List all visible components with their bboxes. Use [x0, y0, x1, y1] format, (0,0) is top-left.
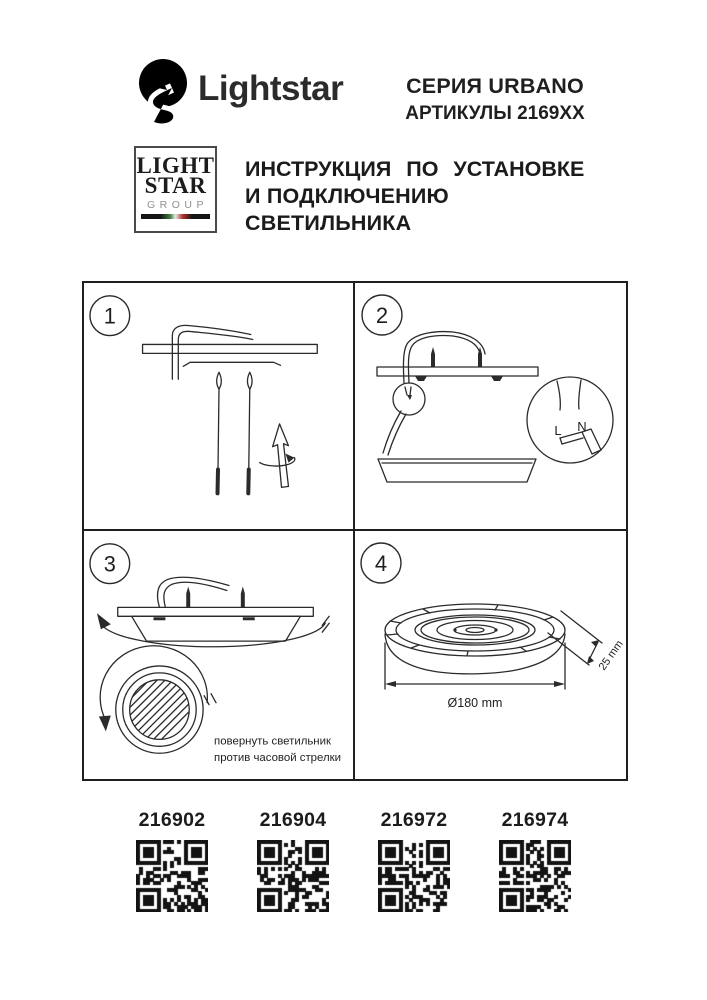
- rotate-note-line-1: повернуть светильник: [214, 735, 331, 748]
- step-panel-1: [84, 283, 355, 531]
- dimension-diameter-label: Ø180 mm: [447, 696, 503, 710]
- product-item: [497, 809, 573, 912]
- terminal-n-label: N: [577, 419, 587, 434]
- terminal-l-label: L: [554, 423, 562, 438]
- svg-text:3: 3: [103, 551, 116, 577]
- lamp-body-drawing: [378, 459, 536, 482]
- lamp-side-drawing: [118, 577, 314, 641]
- title-line-2: И ПОДКЛЮЧЕНИЮ СВЕТИЛЬНИКА: [245, 184, 449, 235]
- diameter-dimension: [385, 643, 565, 710]
- brand-wordmark: Lightstar: [198, 69, 344, 108]
- qr-code: [257, 840, 329, 912]
- group-logo-star: STAR: [144, 173, 207, 198]
- svg-text:2: 2: [375, 303, 389, 328]
- rotate-note-line-2: против часовой стрелки: [214, 752, 342, 765]
- lightstar-group-logo: [134, 146, 217, 233]
- product-item: [376, 809, 452, 912]
- ceiling-drawing: [377, 367, 538, 381]
- dimension-height-label: 25 mm: [596, 638, 626, 673]
- lamp-perspective-drawing: [385, 604, 565, 674]
- screwdriver-icon: [560, 429, 601, 454]
- products-row: [0, 809, 707, 912]
- ceiling-drawing: [143, 344, 318, 366]
- terminal-magnifier: [527, 377, 613, 463]
- step-4-illustration: [355, 531, 626, 779]
- article-number: 216904: [259, 809, 327, 831]
- article-number: 216974: [501, 809, 569, 831]
- wire-drawing: [172, 325, 252, 379]
- product-item: [255, 809, 331, 912]
- qr-code: [378, 840, 450, 912]
- series-label: СЕРИЯ URBANO: [406, 74, 584, 98]
- screw-in-arrow: [260, 424, 295, 488]
- step-1-illustration: [84, 283, 353, 529]
- step-3-illustration: [84, 531, 353, 779]
- mounting-studs: [217, 372, 252, 493]
- article-number: 216902: [138, 809, 206, 831]
- group-logo-group: GROUP: [146, 199, 208, 211]
- article-number: 216972: [380, 809, 448, 831]
- mounting-studs: [431, 347, 482, 367]
- step-panel-2: [355, 283, 626, 531]
- step-number-badge: [361, 543, 401, 583]
- step-number-badge: [362, 295, 402, 335]
- qr-code: [499, 840, 571, 912]
- group-logo-light: LIGHT: [136, 153, 215, 178]
- articles-label: АРТИКУЛЫ 2169XX: [405, 103, 585, 124]
- step-panel-3: [84, 531, 355, 779]
- svg-text:1: 1: [103, 303, 116, 329]
- step-number-badge: [90, 296, 130, 336]
- step-panel-4: [355, 531, 626, 779]
- wire-drawing: [383, 332, 485, 455]
- qr-code: [136, 840, 208, 912]
- instruction-title: [245, 156, 605, 237]
- series-block: [395, 74, 595, 125]
- lightstar-bulb-icon: [126, 54, 200, 130]
- step-2-illustration: [355, 283, 626, 529]
- product-item: [134, 809, 210, 912]
- hatch-pattern: [84, 676, 225, 743]
- step-number-badge: [90, 544, 130, 584]
- group-logo-flag-stripe: [141, 214, 210, 219]
- title-line-1: ИНСТРУКЦИЯ ПО УСТАНОВКЕ: [245, 157, 585, 181]
- steps-grid: [82, 281, 628, 781]
- svg-text:4: 4: [374, 551, 388, 576]
